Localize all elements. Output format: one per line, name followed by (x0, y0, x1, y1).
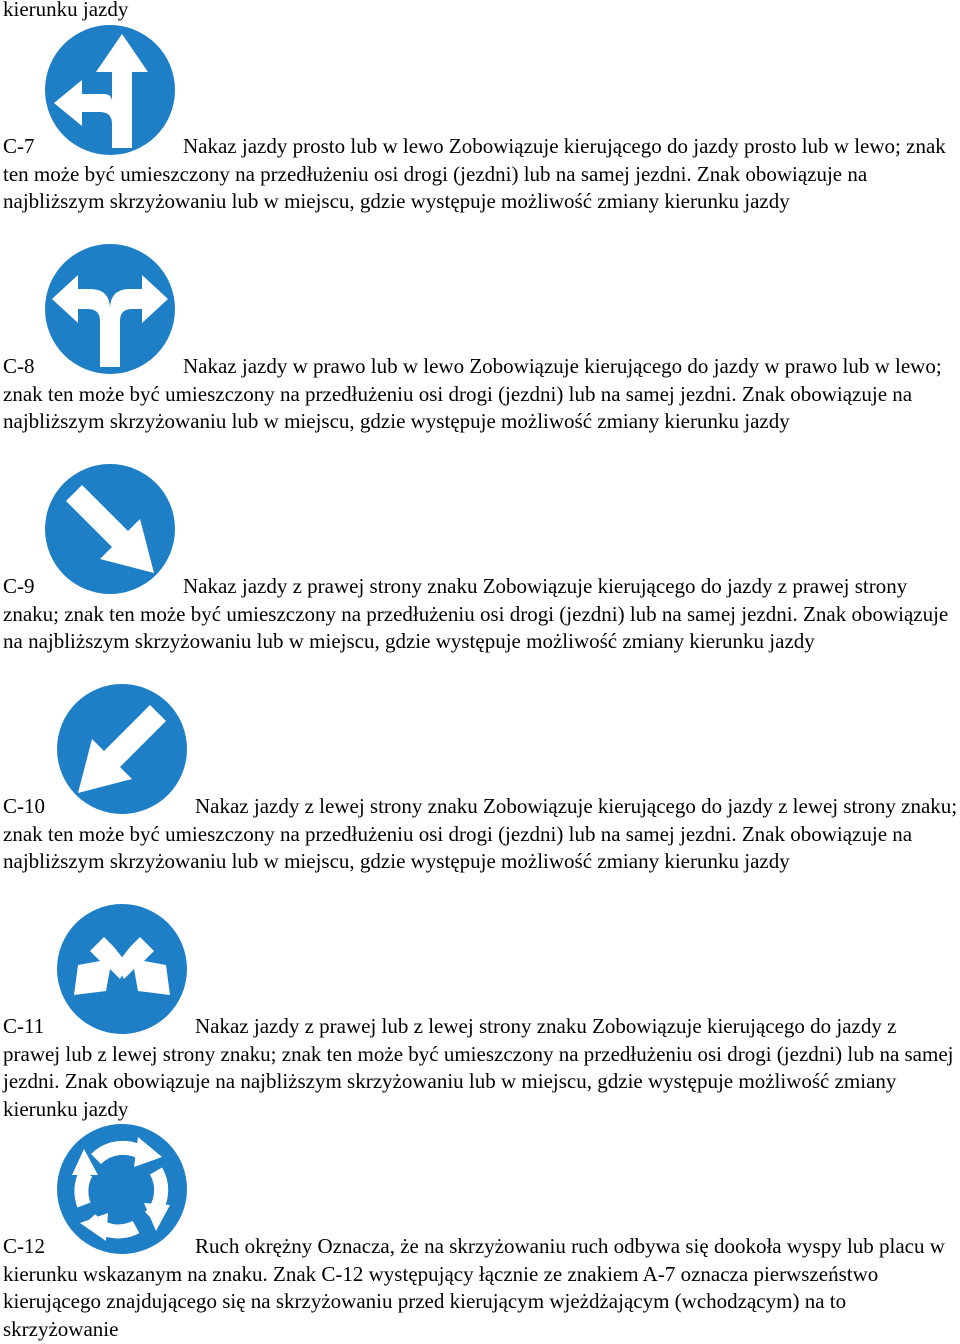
sign-code: C-8 (3, 354, 35, 378)
entry-c11 (3, 1013, 958, 1123)
entry-c8 (3, 353, 958, 436)
entry-c12 (3, 1233, 958, 1343)
sign-description: Nakaz jazdy z prawej strony znaku Zobowiązuje kierującego do jazdy z prawej strony znaku; znak ten może być umieszczony na przedłużeniu osi drogi (jezdni) lub na samej jezdni. Znak obowiązuje na najbliższym skrzyżowaniu lub w miejscu, gdzie występuje możliwość zmiany kierunku jazdy (3, 574, 949, 653)
sign-code: C-11 (3, 1014, 45, 1038)
sign-description: Nakaz jazdy z prawej lub z lewej strony znaku Zobowiązuje kierującego do jazdy z prawej lub z lewej strony znaku; znak ten może być umieszczony na przedłużeniu osi drogi (jezdni) lub na samej jezdni. Znak obowiązuje na najbliższym skrzyżowaniu lub w miejscu, gdzie występuje możliwość zmiany kierunku jazdy (3, 1014, 954, 1121)
sign-code: C-12 (3, 1234, 45, 1258)
sign-description: Nakaz jazdy w prawo lub w lewo Zobowiązuje kierującego do jazdy w prawo lub w lewo; znak ten może być umieszczony na przedłużeniu osi drogi (jezdni) lub na samej jezdni. Znak obowiązuje na najbliższym skrzyżowaniu lub w miejscu, gdzie występuje możliwość zmiany kierunku jazdy (3, 354, 942, 433)
sign-code: C-7 (3, 134, 35, 158)
sign-code: C-9 (3, 574, 35, 598)
sign-description: Ruch okrężny Oznacza, że na skrzyżowaniu ruch odbywa się dookoła wyspy lub placu w kierunku wskazanym na znaku. Znak C-12 występujący łącznie ze znakiem A-7 oznacza pierwszeństwo kierującego znajdującego się na skrzyżowaniu przed kierującym wjeżdżającym (wchodzącym) na to skrzyżowanie (3, 1234, 945, 1341)
sign-description: Nakaz jazdy z lewej strony znaku Zobowiązuje kierującego do jazdy z lewej strony znaku; znak ten może być umieszczony na przedłużeniu osi drogi (jezdni) lub na samej jezdni. Znak obowiązuje na najbliższym skrzyżowaniu lub w miejscu, gdzie występuje możliwość zmiany kierunku jazdy (3, 794, 958, 873)
sign-description: Nakaz jazdy prosto lub w lewo Zobowiązuje kierującego do jazdy prosto lub w lewo; znak ten może być umieszczony na przedłużeniu osi drogi (jezdni) lub na samej jezdni. Znak obowiązuje na najbliższym skrzyżowaniu lub w miejscu, gdzie występuje możliwość zmiany kierunku jazdy (3, 134, 946, 213)
entry-c7 (3, 133, 958, 216)
sign-code: C-10 (3, 794, 45, 818)
entry-c10 (3, 793, 958, 876)
top-text-fragment: kierunku jazdy (3, 0, 129, 21)
entry-c9 (3, 573, 958, 656)
